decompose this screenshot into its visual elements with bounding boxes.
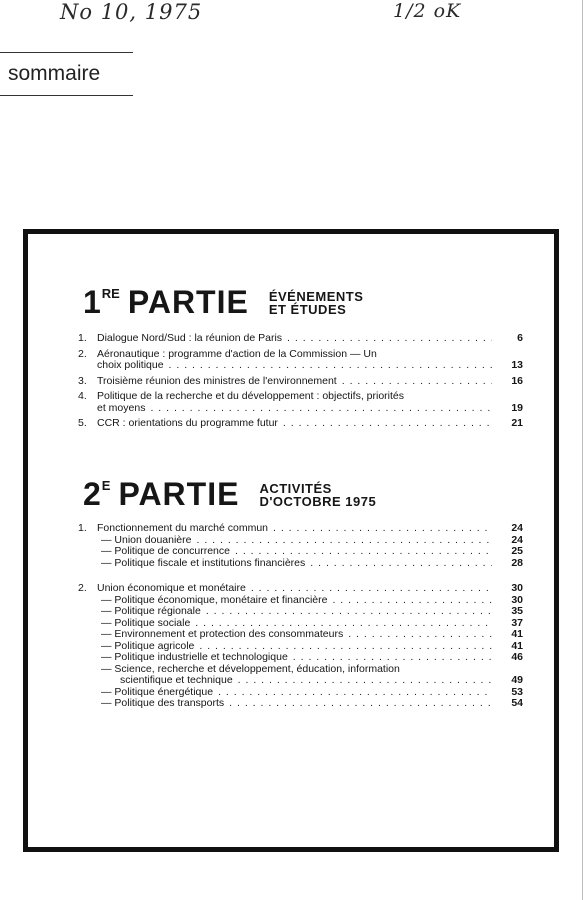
subentry-title: — Politique régionale xyxy=(101,605,201,617)
part1-number: 1 xyxy=(83,284,101,320)
toc-subentry[interactable] xyxy=(78,698,523,710)
subentry-page: 30 xyxy=(511,593,523,606)
part1-superscript: RE xyxy=(101,286,120,301)
leader-dots xyxy=(293,652,492,664)
part2-superscript: E xyxy=(101,478,111,493)
leader-dots xyxy=(235,546,492,558)
subentry-title: scientifique et technique xyxy=(120,674,233,686)
section-number: 2. xyxy=(78,582,87,594)
leader-dots xyxy=(348,629,492,641)
handwritten-issue-note: No 10, 1975 xyxy=(60,0,203,24)
entry-title: Troisième réunion des ministres de l'environnement xyxy=(97,374,337,387)
entry-number: 1. xyxy=(78,332,87,344)
leader-dots xyxy=(310,558,492,570)
entry-number: 4. xyxy=(78,390,87,402)
subentry-title: — Politique industrielle et technologique xyxy=(101,651,288,663)
header-rule-top xyxy=(0,52,133,53)
subentry-title: — Politique des transports xyxy=(101,697,225,709)
toc-entry-continuation[interactable] xyxy=(78,360,523,372)
toc-subentry[interactable] xyxy=(78,629,523,641)
leader-dots xyxy=(332,595,492,607)
subentry-title: — Politique fiscale et institutions financières xyxy=(101,556,306,569)
subentry-title: — Environnement et protection des consommateurs xyxy=(101,628,344,640)
page-title: sommaire xyxy=(8,62,101,85)
leader-dots xyxy=(273,523,492,535)
toc-section[interactable] xyxy=(78,523,523,535)
toc-entry[interactable] xyxy=(78,391,523,403)
leader-dots xyxy=(342,376,492,388)
entry-number: 5. xyxy=(78,417,87,429)
subentry-page: 35 xyxy=(511,605,523,617)
toc-subentry[interactable] xyxy=(78,546,523,558)
part1-subtitle-line1: ÉVÉNEMENTS xyxy=(268,289,364,304)
entry-title: Dialogue Nord/Sud : la réunion de Paris xyxy=(97,332,283,344)
part2-subtitle-line1: ACTIVITÉS xyxy=(259,481,332,496)
part2-subtitle xyxy=(259,482,376,510)
subentry-title: — Politique de concurrence xyxy=(101,545,230,557)
part2-subtitle-line2: D'OCTOBRE 1975 xyxy=(259,494,377,509)
subentry-page: 25 xyxy=(511,545,523,557)
entry-page: 16 xyxy=(511,374,523,387)
section-title: Union économique et monétaire xyxy=(97,582,246,594)
entry-number: 2. xyxy=(78,347,87,360)
section-number: 1. xyxy=(78,522,87,534)
part1-subtitle xyxy=(269,290,364,318)
subentry-title: — Politique énergétique xyxy=(101,685,214,698)
part1-subtitle-line2: ET ÉTUDES xyxy=(268,302,347,317)
header-rule-bottom xyxy=(0,95,133,96)
entry-page: 13 xyxy=(511,359,523,371)
toc-subentry[interactable] xyxy=(78,558,523,570)
leader-dots xyxy=(196,535,492,547)
entry-page: 21 xyxy=(511,417,523,429)
section-page: 30 xyxy=(511,582,523,594)
subentry-title: — Politique agricole xyxy=(101,639,195,652)
leader-dots xyxy=(283,418,492,430)
leader-dots xyxy=(287,333,492,345)
leader-dots xyxy=(218,687,492,699)
leader-dots xyxy=(238,675,492,687)
part1-toc xyxy=(78,333,523,430)
section-title: Fonctionnement du marché commun xyxy=(97,522,268,534)
toc-subentry-continuation[interactable] xyxy=(78,675,523,687)
entry-title: Politique de la recherche et du développement : objectifs, priorités xyxy=(97,390,405,402)
leader-dots xyxy=(251,583,492,595)
part2-word: PARTIE xyxy=(118,476,240,512)
subentry-page: 49 xyxy=(511,674,523,686)
part1-heading xyxy=(83,286,363,318)
subentry-page: 37 xyxy=(511,616,523,629)
part2-toc xyxy=(78,523,523,710)
subentry-page: 54 xyxy=(511,697,523,709)
entry-title: Aéronautique : programme d'action de la Commission — Un xyxy=(97,347,377,360)
subentry-page: 28 xyxy=(511,556,523,569)
subentry-page: 53 xyxy=(511,685,523,698)
subentry-title: — Politique économique, monétaire et financière xyxy=(101,593,328,606)
toc-entry-continuation[interactable] xyxy=(78,403,523,415)
subentry-title: — Union douanière xyxy=(101,533,192,546)
toc-entry[interactable] xyxy=(78,418,523,430)
part1-word: PARTIE xyxy=(127,284,249,320)
entry-title: et moyens xyxy=(97,401,146,414)
entry-page: 19 xyxy=(511,401,523,414)
entry-page: 6 xyxy=(517,332,523,344)
section-page: 24 xyxy=(511,522,523,534)
subentry-page: 46 xyxy=(511,651,523,663)
toc-entry[interactable] xyxy=(78,376,523,388)
subentry-title: — Politique sociale xyxy=(101,616,191,629)
part2-heading xyxy=(83,478,376,510)
toc-entry[interactable] xyxy=(78,333,523,345)
page-edge-line xyxy=(582,0,583,900)
part2-number: 2 xyxy=(83,476,101,512)
leader-dots xyxy=(229,698,492,710)
contents-frame xyxy=(23,229,559,852)
handwritten-check-note: 1/2 oK xyxy=(393,0,462,22)
subentry-page: 24 xyxy=(511,533,523,546)
toc-subentry[interactable] xyxy=(78,652,523,664)
toc-section[interactable] xyxy=(78,583,523,595)
subentry-page: 41 xyxy=(511,628,523,640)
subentry-page: 41 xyxy=(511,639,523,652)
entry-title: choix politique xyxy=(97,359,164,371)
leader-dots xyxy=(150,403,492,415)
subentry-title: — Science, recherche et développement, éducation, information xyxy=(101,662,400,675)
entry-title: CCR : orientations du programme futur xyxy=(97,417,278,429)
leader-dots xyxy=(169,360,492,372)
entry-number: 3. xyxy=(78,374,87,387)
leader-dots xyxy=(206,606,492,618)
toc-subentry[interactable] xyxy=(78,606,523,618)
